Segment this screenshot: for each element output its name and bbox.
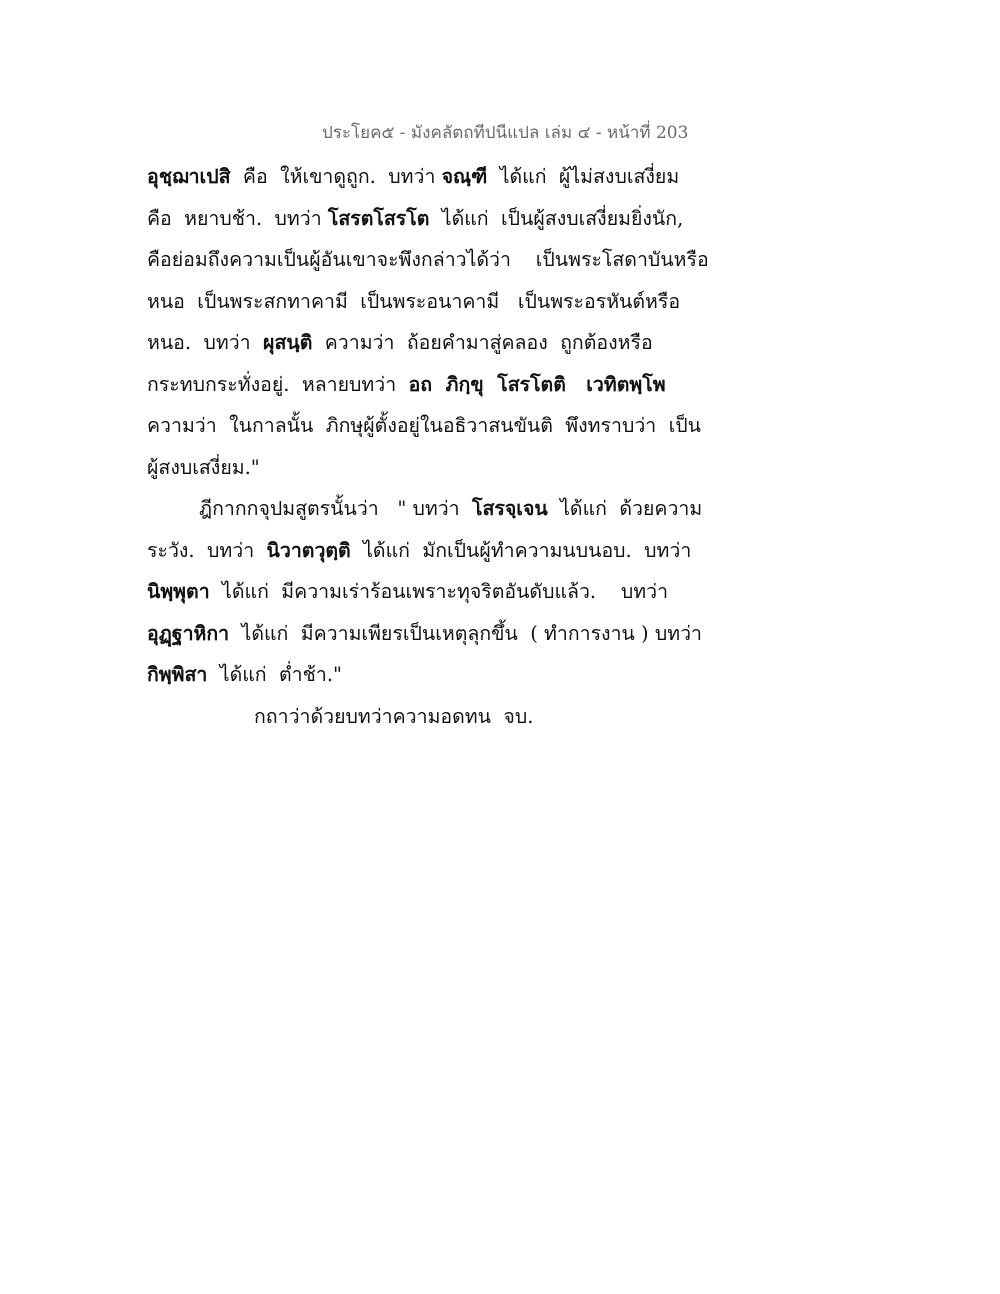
text-run: ได้แก่ ผู้ไม่สงบเสงี่ยม xyxy=(487,165,680,188)
pali-term: นิพฺพุตา xyxy=(147,580,210,603)
page-header: ประโยค๕ - มังคลัตถทีปนีแปล เล่ม ๔ - หน้าที่ 203 xyxy=(322,123,689,143)
text-run: กถาว่าด้วยบทว่าความอดทน จบ. xyxy=(254,704,534,728)
text-run: หนอ. บทว่า xyxy=(147,331,264,354)
pali-term: โสรตโสรโต xyxy=(327,206,430,230)
pali-term: อถ ภิกฺขุ โสรโตติ เวทิตพฺโพ xyxy=(408,372,666,396)
text-run: คือ หยาบช้า. บทว่า xyxy=(147,206,328,230)
text-run: ความว่า ในกาลนั้น ภิกษุผู้ตั้งอยู่ในอธิวาสนขันติ พึงทราบว่า เป็น xyxy=(147,414,701,437)
body-text xyxy=(147,156,709,737)
text-line xyxy=(147,488,703,530)
text-line xyxy=(147,447,692,489)
text-line xyxy=(147,364,692,406)
text-run: คือย่อมถึงความเป็นผู้อันเขาจะพึงกล่าวได้ว่า เป็นพระโสดาบันหรือ xyxy=(147,248,709,271)
pali-term: กิพฺพิสา xyxy=(147,663,208,686)
text-run: ได้แก่ มักเป็นผู้ทำความนบนอบ. บทว่า xyxy=(350,538,692,562)
text-run: ฎีกากกจุปมสูตรนั้นว่า " บทว่า xyxy=(199,497,473,520)
text-run: ได้แก่ มีความเร่าร้อนเพราะทุจริตอันดับแล้ว. บทว่า xyxy=(209,580,669,603)
text-run: ระวัง. บทว่า xyxy=(147,538,267,562)
text-line xyxy=(147,198,692,240)
text-line xyxy=(147,239,709,281)
pali-term: จณฺฑี xyxy=(441,165,488,188)
text-run: ได้แก่ ต่ำช้า." xyxy=(207,663,342,686)
text-line xyxy=(147,654,692,696)
text-line xyxy=(147,322,692,364)
pali-term: อุฏฺฐาหิกา xyxy=(147,621,230,645)
pali-term: ผุสนฺติ xyxy=(263,331,313,354)
pali-term: อุชฺฌาเปสิ xyxy=(147,165,231,188)
text-line xyxy=(147,571,692,613)
text-line xyxy=(147,530,692,572)
text-run: คือ ให้เขาดูถูก. บทว่า xyxy=(230,165,442,188)
pali-term: นิวาตวุตฺติ xyxy=(266,538,351,562)
section-end-line xyxy=(147,696,692,738)
text-line xyxy=(147,405,701,447)
text-run: ได้แก่ เป็นผู้สงบเสงี่ยมยิ่งนัก, xyxy=(429,206,684,230)
text-run: ได้แก่ มีความเพียรเป็นเหตุลุกขึ้น ( ทำการงาน ) บทว่า xyxy=(229,621,702,645)
text-line xyxy=(147,613,702,655)
pali-term: โสรจฺเจน xyxy=(472,497,548,520)
text-run: ผู้สงบเสงี่ยม." xyxy=(147,455,260,479)
text-run: กระทบกระทั่งอยู่. หลายบทว่า xyxy=(147,372,409,396)
text-run: หนอ เป็นพระสกทาคามี เป็นพระอนาคามี เป็นพระอรหันต์หรือ xyxy=(147,289,681,313)
text-run: ได้แก่ ด้วยความ xyxy=(547,497,703,520)
text-line xyxy=(147,156,692,198)
text-line xyxy=(147,281,692,323)
text-run: ความว่า ถ้อยคำมาสู่คลอง ถูกต้องหรือ xyxy=(312,331,653,354)
